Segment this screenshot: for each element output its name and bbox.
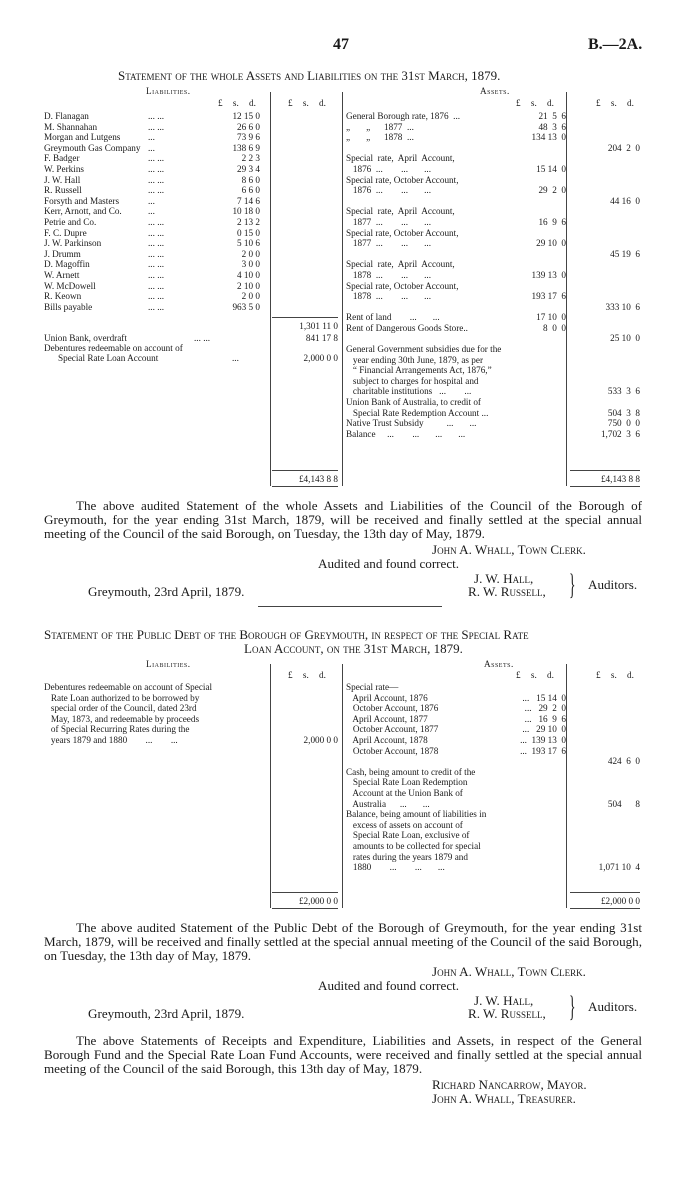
- asset-total-amount: 333 10 6: [605, 301, 640, 312]
- asset-description: Special rate, April Account,: [346, 206, 455, 217]
- asset-description: Special Rate Redemption Account ...: [346, 407, 489, 418]
- asset-description: Native Trust Subsidy ... ...: [346, 418, 477, 429]
- asset-description: Special rate, April Account,: [346, 259, 455, 270]
- s1-paragraph: The above audited Statement of the whole Assets and Liabilities of the Council of the Borough of Greymouth, for the year ending 31st March, 1879, will be received and finally settled at the special annual meeting of the Council of the said Borough, on Tuesday, the 13th day of May, 1879.: [44, 498, 642, 542]
- statement2-title-line1: Statement of the Public Debt of the Borough of Greymouth, in respect of the Special Rate: [44, 627, 529, 642]
- creditor-name: M. Shannahan: [44, 121, 98, 132]
- asset-description: Special rate—: [346, 682, 399, 692]
- liability-row: [44, 249, 268, 260]
- liability-amount: 2 13 2: [237, 216, 260, 227]
- creditor-name: J. Drumm: [44, 248, 81, 259]
- leader-dots: ... ...: [148, 259, 165, 270]
- liability-row: [44, 122, 268, 133]
- asset-description: Special Rate Loan Redemption: [346, 777, 468, 788]
- s1-asset-lsd-header: £ s. d.: [516, 98, 554, 108]
- asset-description: “ Financial Arrangements Act, 1876,”: [346, 365, 492, 376]
- s2-liabilities-heading: Liabilities.: [146, 659, 191, 669]
- asset-row: [346, 333, 642, 344]
- asset-row: [346, 153, 642, 164]
- s1-debentures-dots: ...: [232, 353, 239, 363]
- asset-description: 1877 ... ... ...: [346, 238, 431, 249]
- s2-assets-list: [346, 682, 642, 873]
- asset-description: 1876 ... ... ...: [346, 163, 431, 174]
- asset-row: [346, 408, 642, 419]
- asset-amount: 29 2 0: [538, 185, 566, 196]
- liability-row: [44, 291, 268, 302]
- asset-row: [346, 164, 642, 175]
- leader-dots: ...: [148, 206, 155, 217]
- leader-dots: ... ...: [148, 216, 165, 227]
- asset-row: [346, 249, 642, 260]
- asset-row: [346, 143, 642, 154]
- liability-amount: 4 10 0: [237, 269, 260, 280]
- creditor-name: D. Magoffin: [44, 259, 90, 270]
- asset-amount: ... 15 14 0: [522, 692, 566, 703]
- asset-description: Account at the Union Bank of: [346, 787, 463, 798]
- asset-row: [346, 365, 642, 376]
- creditor-name: W. Perkins: [44, 163, 84, 174]
- asset-description: General Borough rate, 1876 ...: [346, 111, 461, 121]
- asset-description: charitable institutions ... ...: [346, 386, 472, 397]
- asset-description: Special Rate Loan, exclusive of: [346, 830, 470, 841]
- statement2-title-line2: Loan Account, on the 31st March, 1879.: [244, 641, 463, 656]
- s1-union-bank-label: Union Bank, overdraft: [44, 333, 127, 343]
- document-reference: B.—2A.: [588, 36, 643, 53]
- asset-description: April Account, 1876: [346, 692, 428, 703]
- liability-amount: 2 10 0: [237, 280, 260, 291]
- asset-total-amount: 533 3 6: [607, 386, 640, 397]
- liability-row: [44, 132, 268, 143]
- asset-total-amount: 424 6 0: [607, 756, 640, 767]
- asset-row: [346, 799, 642, 810]
- s2-auditor-hall: J. W. Hall,: [474, 993, 534, 1008]
- asset-total-amount: 1,071 10 4: [598, 862, 640, 873]
- asset-row: [346, 767, 642, 778]
- s1-assets-list: [346, 111, 642, 439]
- asset-description: October Account, 1877: [346, 724, 439, 735]
- asset-description: October Account, 1876: [346, 703, 439, 714]
- asset-row: [346, 788, 642, 799]
- asset-amount: ... 139 13 0: [520, 734, 566, 745]
- asset-description: Rent of land ... ...: [346, 312, 440, 323]
- asset-amount: 8 0 0: [543, 322, 566, 333]
- s1-union-bank-dots: ... ...: [194, 333, 211, 343]
- leader-dots: ... ...: [148, 185, 165, 196]
- leader-dots: ... ...: [148, 121, 165, 132]
- s1-union-bank-amount: 841 17 8: [305, 333, 338, 343]
- asset-amount: 29 10 0: [536, 238, 566, 249]
- asset-row: [346, 376, 642, 387]
- liability-text-line: May, 1873, and redeemable by proceeds: [44, 713, 200, 724]
- asset-row: [346, 693, 642, 704]
- s1-liab-lsd-header: £ s. d.: [218, 98, 256, 108]
- asset-row: [346, 281, 642, 292]
- creditor-name: W. Arnett: [44, 269, 80, 280]
- liability-amount: 7 14 6: [237, 195, 260, 206]
- asset-description: year ending 30th June, 1879, as per: [346, 354, 484, 365]
- asset-description: amounts to be collected for special: [346, 840, 481, 851]
- asset-description: 1877 ... ... ...: [346, 216, 431, 227]
- s2-asset-total-lsd-header: £ s. d.: [596, 670, 634, 680]
- asset-amount: 134 13 0: [531, 132, 566, 143]
- liability-text-line: Debentures redeemable on account of Special: [44, 682, 213, 692]
- asset-row: [346, 820, 642, 831]
- leader-dots: ... ...: [148, 163, 165, 174]
- s2-liab-amount: 2,000 0 0: [303, 735, 338, 745]
- liability-row: [44, 143, 268, 154]
- s1-town-clerk: John A. Whall, Town Clerk.: [432, 542, 586, 557]
- liability-row: [44, 185, 268, 196]
- closing-treasurer: John A. Whall, Treasurer.: [432, 1091, 576, 1106]
- leader-dots: ...: [148, 132, 155, 143]
- s2-liab-total: £2,000 0 0: [298, 896, 338, 906]
- liability-row: [44, 270, 268, 281]
- liability-amount: 6 6 0: [241, 185, 260, 196]
- s2-liabilities-list: [44, 682, 268, 746]
- asset-description: Union Bank of Australia, to credit of: [346, 397, 481, 408]
- asset-description: rates during the years 1879 and: [346, 851, 468, 862]
- liability-row: [44, 302, 268, 313]
- asset-description: subject to charges for hospital and: [346, 375, 479, 386]
- asset-row: [346, 344, 642, 355]
- asset-description: Balance ... ... ... ...: [346, 428, 466, 439]
- liability-row: [44, 153, 268, 164]
- liability-amount: 0 15 0: [237, 227, 260, 238]
- asset-description: „ „ 1877 ...: [346, 121, 414, 132]
- s1-asset-total: £4,143 8 8: [600, 474, 640, 484]
- asset-row: [346, 735, 642, 746]
- asset-row: [346, 386, 642, 397]
- asset-amount: 16 9 6: [538, 216, 566, 227]
- asset-row: [346, 397, 642, 408]
- asset-description: April Account, 1878: [346, 734, 428, 745]
- asset-row: [346, 175, 642, 186]
- asset-total-amount: 750 0 0: [607, 418, 640, 429]
- liability-text-line: years 1879 and 1880 ... ...: [44, 734, 178, 745]
- s1-liab-total: £4,143 8 8: [298, 474, 338, 484]
- asset-amount: 139 13 0: [531, 269, 566, 280]
- asset-row: [346, 724, 642, 735]
- asset-description: Balance, being amount of liabilities in: [346, 809, 487, 820]
- asset-row: [346, 185, 642, 196]
- asset-row: [346, 291, 642, 302]
- page-number: 47: [333, 36, 349, 53]
- asset-description: Cash, being amount to credit of the: [346, 766, 476, 777]
- s1-auditors-label: Auditors.: [588, 577, 638, 592]
- asset-row: [346, 122, 642, 133]
- s1-asset-total-lsd-header: £ s. d.: [596, 98, 634, 108]
- s2-asset-total: £2,000 0 0: [600, 896, 640, 906]
- asset-row: [346, 841, 642, 852]
- asset-row: [346, 429, 642, 440]
- asset-description: „ „ 1878 ...: [346, 132, 414, 143]
- asset-row: [346, 830, 642, 841]
- s1-liabilities-list: [44, 111, 268, 312]
- s1-place-date: Greymouth, 23rd April, 1879.: [88, 584, 245, 599]
- creditor-name: R. Keown: [44, 291, 82, 302]
- liability-amount: 3 0 0: [241, 259, 260, 270]
- liability-amount: 2 0 0: [241, 291, 260, 302]
- creditor-name: W. McDowell: [44, 280, 96, 291]
- asset-description: October Account, 1878: [346, 745, 439, 756]
- s2-auditor-russell: R. W. Russell,: [468, 1006, 546, 1021]
- creditor-name: Morgan and Lutgens: [44, 132, 121, 143]
- leader-dots: ...: [148, 195, 155, 206]
- s1-liab-subtotal: 1,301 11 0: [299, 321, 338, 331]
- liability-amount: 12 15 0: [232, 111, 260, 121]
- asset-row: [346, 714, 642, 725]
- liability-row: [44, 259, 268, 270]
- creditor-name: Greymouth Gas Company: [44, 142, 141, 153]
- creditor-name: Petrie and Co.: [44, 216, 97, 227]
- s1-debentures-line1: Debentures redeemable on account of: [44, 343, 183, 353]
- liability-text-line: of Special Recurring Rates during the: [44, 724, 190, 735]
- asset-total-amount: 45 19 6: [610, 248, 640, 259]
- closing-paragraph: The above Statements of Receipts and Expenditure, Liabilities and Assets, in respect of the General Borough Fund and the Special Rate Loan Fund Accounts, were received and finally settled at the special annual meeting of the Council of the said Borough, this 13th day of May, 1879.: [44, 1033, 642, 1077]
- asset-total-amount: 1,702 3 6: [600, 428, 640, 439]
- asset-row: [346, 132, 642, 143]
- asset-row: [346, 228, 642, 239]
- asset-row: [346, 217, 642, 228]
- asset-row: [346, 238, 642, 249]
- asset-description: Australia ... ...: [346, 798, 430, 809]
- asset-row: [346, 323, 642, 334]
- asset-total-amount: 504 3 8: [607, 407, 640, 418]
- creditor-name: Bills payable: [44, 301, 93, 312]
- asset-amount: ... 193 17 6: [520, 745, 566, 756]
- creditor-name: J. W. Parkinson: [44, 238, 102, 249]
- leader-dots: ... ...: [148, 153, 165, 164]
- liability-row: [44, 111, 268, 122]
- asset-row: [346, 196, 642, 207]
- liability-amount: 963 5 0: [232, 301, 260, 312]
- creditor-name: R. Russell: [44, 185, 82, 196]
- s2-asset-lsd-header: £ s. d.: [516, 670, 554, 680]
- asset-row: [346, 756, 642, 767]
- asset-row: [346, 418, 642, 429]
- asset-row: [346, 852, 642, 863]
- asset-description: 1878 ... ... ...: [346, 291, 431, 302]
- liability-amount: 26 6 0: [237, 121, 260, 132]
- s1-debentures-line2: Special Rate Loan Account: [58, 353, 159, 363]
- leader-dots: ... ...: [148, 111, 165, 121]
- asset-description: April Account, 1877: [346, 713, 428, 724]
- liability-text-line: special order of the Council, dated 23rd: [44, 703, 197, 714]
- s1-liabilities-heading: Liabilities.: [146, 86, 191, 96]
- creditor-name: J. W. Hall: [44, 174, 81, 185]
- asset-amount: 15 14 0: [536, 163, 566, 174]
- leader-dots: ...: [148, 142, 155, 153]
- leader-dots: ... ...: [148, 291, 165, 302]
- asset-amount: ... 29 2 0: [524, 703, 566, 714]
- liability-amount: 2 0 0: [241, 248, 260, 259]
- asset-description: Special rate, October Account,: [346, 280, 459, 291]
- asset-total-amount: 44 16 0: [610, 195, 640, 206]
- liability-amount: 73 9 6: [237, 132, 260, 143]
- asset-row: [346, 746, 642, 757]
- liability-amount: 138 6 9: [232, 142, 260, 153]
- leader-dots: ... ...: [148, 248, 165, 259]
- asset-row: [346, 206, 642, 217]
- asset-description: Special rate, October Account,: [346, 174, 459, 185]
- liability-text-line: Rate Loan authorized to be borrowed by: [44, 692, 200, 703]
- asset-row: [346, 312, 642, 323]
- liability-row: [44, 206, 268, 217]
- liability-row: [44, 238, 268, 249]
- s1-debentures-amount: 2,000 0 0: [303, 353, 338, 363]
- liability-row: [44, 217, 268, 228]
- asset-description: excess of assets on account of: [346, 819, 463, 830]
- liability-amount: 29 3 4: [237, 163, 260, 174]
- asset-row: [346, 777, 642, 788]
- liability-amount: 8 6 0: [241, 174, 260, 185]
- creditor-name: D. Flanagan: [44, 111, 89, 121]
- asset-row: [346, 862, 642, 873]
- asset-description: 1878 ... ... ...: [346, 269, 431, 280]
- s2-auditors-label: Auditors.: [588, 999, 638, 1014]
- creditor-name: F. C. Dupre: [44, 227, 87, 238]
- s1-assets-heading: Assets.: [480, 86, 510, 96]
- statement1-title: Statement of the whole Assets and Liabilities on the 31st March, 1879.: [118, 68, 501, 83]
- creditor-name: F. Badger: [44, 153, 80, 164]
- s2-paragraph: The above audited Statement of the Public Debt of the Borough of Greymouth, for the year ending 31st March, 1879, will be received and finally settled at the special annual meeting of the Council of the said Borough, on Tuesday, the 13th day of May, 1879.: [44, 920, 642, 964]
- s1-auditor-russell: R. W. Russell,: [468, 584, 546, 599]
- creditor-name: Forsyth and Masters: [44, 195, 120, 206]
- asset-amount: 193 17 6: [531, 291, 566, 302]
- liability-row: [44, 281, 268, 292]
- s2-audited-note: Audited and found correct.: [318, 978, 460, 993]
- s2-place-date: Greymouth, 23rd April, 1879.: [88, 1006, 245, 1021]
- asset-description: 1876 ... ... ...: [346, 185, 431, 196]
- leader-dots: ... ...: [148, 174, 165, 185]
- liability-row: [44, 196, 268, 207]
- liability-amount: 2 2 3: [241, 153, 260, 164]
- closing-mayor: Richard Nancarrow, Mayor.: [432, 1077, 587, 1092]
- liability-row: [44, 228, 268, 239]
- leader-dots: ... ...: [148, 238, 165, 249]
- asset-row: [346, 270, 642, 281]
- asset-row: [346, 703, 642, 714]
- asset-total-amount: 504 8: [607, 798, 640, 809]
- asset-amount: ... 16 9 6: [524, 713, 566, 724]
- leader-dots: ... ...: [148, 280, 165, 291]
- asset-total-amount: 204 2 0: [607, 142, 640, 153]
- asset-amount: 21 5 6: [538, 111, 566, 121]
- asset-description: Special rate, April Account,: [346, 153, 455, 164]
- liability-amount: 10 18 0: [232, 206, 260, 217]
- liability-row: [44, 175, 268, 186]
- s1-auditor-hall: J. W. Hall,: [474, 571, 534, 586]
- asset-row: [346, 302, 642, 313]
- asset-total-amount: 25 10 0: [610, 333, 640, 344]
- leader-dots: ... ...: [148, 227, 165, 238]
- creditor-name: Kerr, Arnott, and Co.: [44, 206, 122, 217]
- asset-description: Special rate, October Account,: [346, 227, 459, 238]
- asset-description: Rent of Dangerous Goods Store..: [346, 322, 468, 333]
- asset-row: [346, 809, 642, 820]
- liability-row: [44, 164, 268, 175]
- asset-description: General Government subsidies due for the: [346, 344, 502, 355]
- s1-liab-total-lsd-header: £ s. d.: [288, 98, 326, 108]
- liability-amount: 5 10 6: [237, 238, 260, 249]
- asset-row: [346, 259, 642, 270]
- s2-assets-heading: Assets.: [484, 659, 514, 669]
- asset-row: [346, 111, 642, 122]
- s2-liab-lsd-header: £ s. d.: [288, 670, 326, 680]
- s2-town-clerk: John A. Whall, Town Clerk.: [432, 964, 586, 979]
- asset-amount: ... 29 10 0: [522, 724, 566, 735]
- asset-row: [346, 355, 642, 366]
- leader-dots: ... ...: [148, 269, 165, 280]
- s1-audited-note: Audited and found correct.: [318, 556, 460, 571]
- asset-amount: 17 10 0: [536, 312, 566, 323]
- asset-amount: 48 3 6: [538, 121, 566, 132]
- asset-row: [346, 682, 642, 693]
- leader-dots: ... ...: [148, 301, 165, 312]
- asset-description: 1880 ... ... ...: [346, 862, 445, 873]
